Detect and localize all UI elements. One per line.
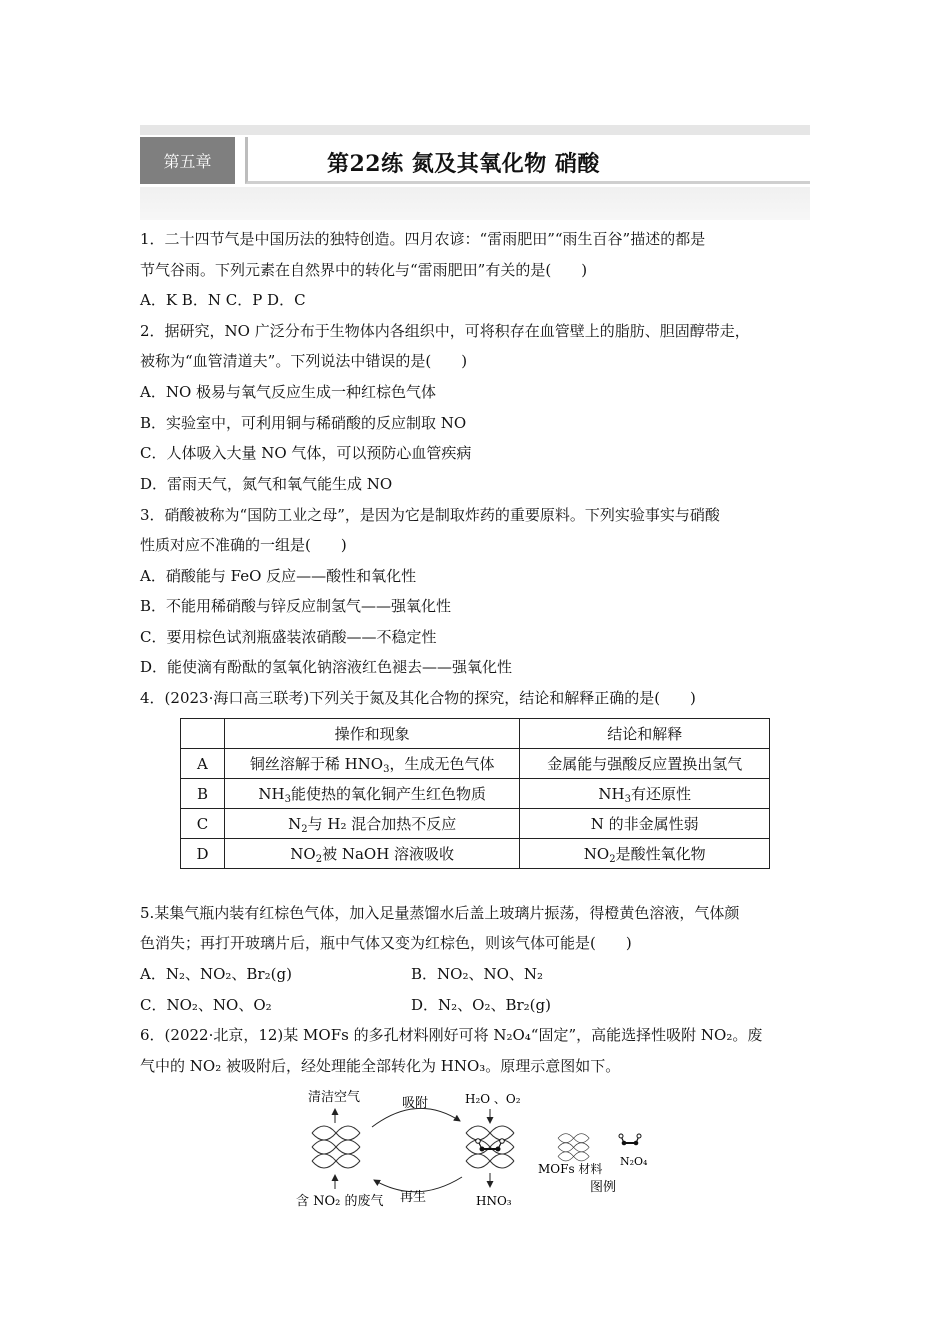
q5-option-c: C．NO₂、NO、O₂: [140, 996, 272, 1014]
q2-line2: 被称为“血管清道夫”。下列说法中错误的是( ): [140, 352, 468, 370]
page-title: 第22练 氮及其氧化物 硝酸: [327, 151, 600, 177]
q5-line2: 色消失；再打开玻璃片后，瓶中气体又变为红棕色，则该气体可能是( ): [140, 934, 632, 952]
table-header-blank: [181, 719, 225, 749]
q2-option-a: A．NO 极易与氧气反应生成一种红棕色气体: [140, 383, 437, 401]
table-header-cell: 结论和解释: [520, 719, 770, 749]
q3-option-d: D．能使滴有酚酞的氢氧化钠溶液红色褪去——强氧化性: [140, 658, 513, 676]
q4-stem: 4．(2023·海口高三联考)下列关于氮及其化合物的探究，结论和解释正确的是( ): [140, 689, 696, 707]
mofs-diagram: [290, 1085, 670, 1215]
table-header-row: [181, 719, 770, 749]
table-row: [181, 839, 770, 869]
q1-line1: 1．二十四节气是中国历法的独特创造。四月农谚：“雷雨肥田”“雨生百谷”描述的都是: [140, 230, 706, 248]
row-label: B: [181, 779, 225, 809]
q2-option-c: C．人体吸入大量 NO 气体，可以预防心血管疾病: [140, 444, 472, 462]
q3-option-a: A．硝酸能与 FeO 反应——酸性和氧化性: [140, 567, 417, 585]
chapter-tab: 第五章: [140, 137, 235, 184]
row-operation: $NO_2$被 NaOH 溶液吸收: [224, 839, 520, 869]
q2-option-b: B．实验室中，可利用铜与稀硝酸的反应制取 NO: [140, 414, 467, 432]
q3-option-b: B．不能用稀硝酸与锌反应制氢气——强氧化性: [140, 597, 452, 615]
clean-air-label: 清洁空气: [308, 1090, 361, 1105]
legend-mofs-label: MOFs 材料: [538, 1162, 603, 1176]
legend-title: 图例: [590, 1180, 617, 1195]
legend-n2o4-icon: [619, 1134, 641, 1145]
q5-option-a: A．N₂、NO₂、Br₂(g): [140, 965, 292, 983]
q5-option-d: D．N₂、O₂、Br₂(g): [411, 996, 551, 1014]
table-header-cell: 操作和现象: [224, 719, 520, 749]
q5-option-b: B．NO₂、NO、N₂: [411, 965, 544, 983]
row-conclusion: $NO_2$是酸性氧化物: [520, 839, 770, 869]
q2-option-d: D．雷雨天气，氮气和氧气能生成 NO: [140, 475, 393, 493]
row-label: A: [181, 749, 225, 779]
row-label: C: [181, 809, 225, 839]
q3-line1: 3．硝酸被称为“国防工业之母”，是因为它是制取炸药的重要原料。下列实验事实与硝酸: [140, 506, 720, 524]
table-row: [181, 749, 770, 779]
q6-line2: 气中的 NO₂ 被吸附后，经处理能全部转化为 HNO₃。原理示意图如下。: [140, 1057, 621, 1075]
table-row: [181, 779, 770, 809]
row-conclusion: N 的非金属性弱: [520, 809, 770, 839]
tab-divider: [235, 137, 245, 184]
q6-line1: 6．(2022·北京，12)某 MOFs 的多孔材料刚好可将 N₂O₄“固定”，高能选择性吸附 NO₂。废: [140, 1026, 763, 1044]
q1-options: A．K B．N C．P D．C: [140, 291, 306, 309]
table-row: [181, 809, 770, 839]
q2-line1: 2．据研究，NO 广泛分布于生物体内各组织中，可将积存在血管壁上的脂肪、胆固醇带走，: [140, 322, 750, 340]
h2o-o2-label: H₂O 、O₂: [465, 1092, 521, 1106]
row-conclusion: 金属能与强酸反应置换出氢气: [520, 749, 770, 779]
n2o4-molecule-adsorbed: [476, 1139, 505, 1152]
legend-n2o4-label: N₂O₄: [620, 1155, 648, 1168]
row-label: D: [181, 839, 225, 869]
waste-gas-label: 含 NO₂ 的废气: [296, 1194, 384, 1209]
adsorb-label: 吸附: [402, 1096, 429, 1111]
mofs-mesh-right: [466, 1126, 514, 1168]
row-operation: $NH_3$能使热的氧化铜产生红色物质: [224, 779, 520, 809]
legend-mofs-icon: [558, 1134, 589, 1161]
row-conclusion: $NH_3$有还原性: [520, 779, 770, 809]
q4-table: [180, 718, 770, 869]
hno3-label: HNO₃: [476, 1194, 512, 1208]
row-operation: $N_2$与 H₂ 混合加热不反应: [224, 809, 520, 839]
q3-option-c: C．要用棕色试剂瓶盛装浓硝酸——不稳定性: [140, 628, 437, 646]
regen-label: 再生: [400, 1190, 427, 1205]
q1-line2: 节气谷雨。下列元素在自然界中的转化与“雷雨肥田”有关的是( ): [140, 261, 588, 279]
q5-line1: 5.某集气瓶内装有红棕色气体，加入足量蒸馏水后盖上玻璃片振荡，得橙黄色溶液，气体颜: [140, 904, 740, 922]
row-operation: 铜丝溶解于稀 $HNO_3$，生成无色气体: [224, 749, 520, 779]
q3-line2: 性质对应不准确的一组是( ): [140, 536, 347, 554]
adsorb-arrow: [372, 1108, 460, 1127]
mofs-mesh-left: [312, 1126, 360, 1168]
